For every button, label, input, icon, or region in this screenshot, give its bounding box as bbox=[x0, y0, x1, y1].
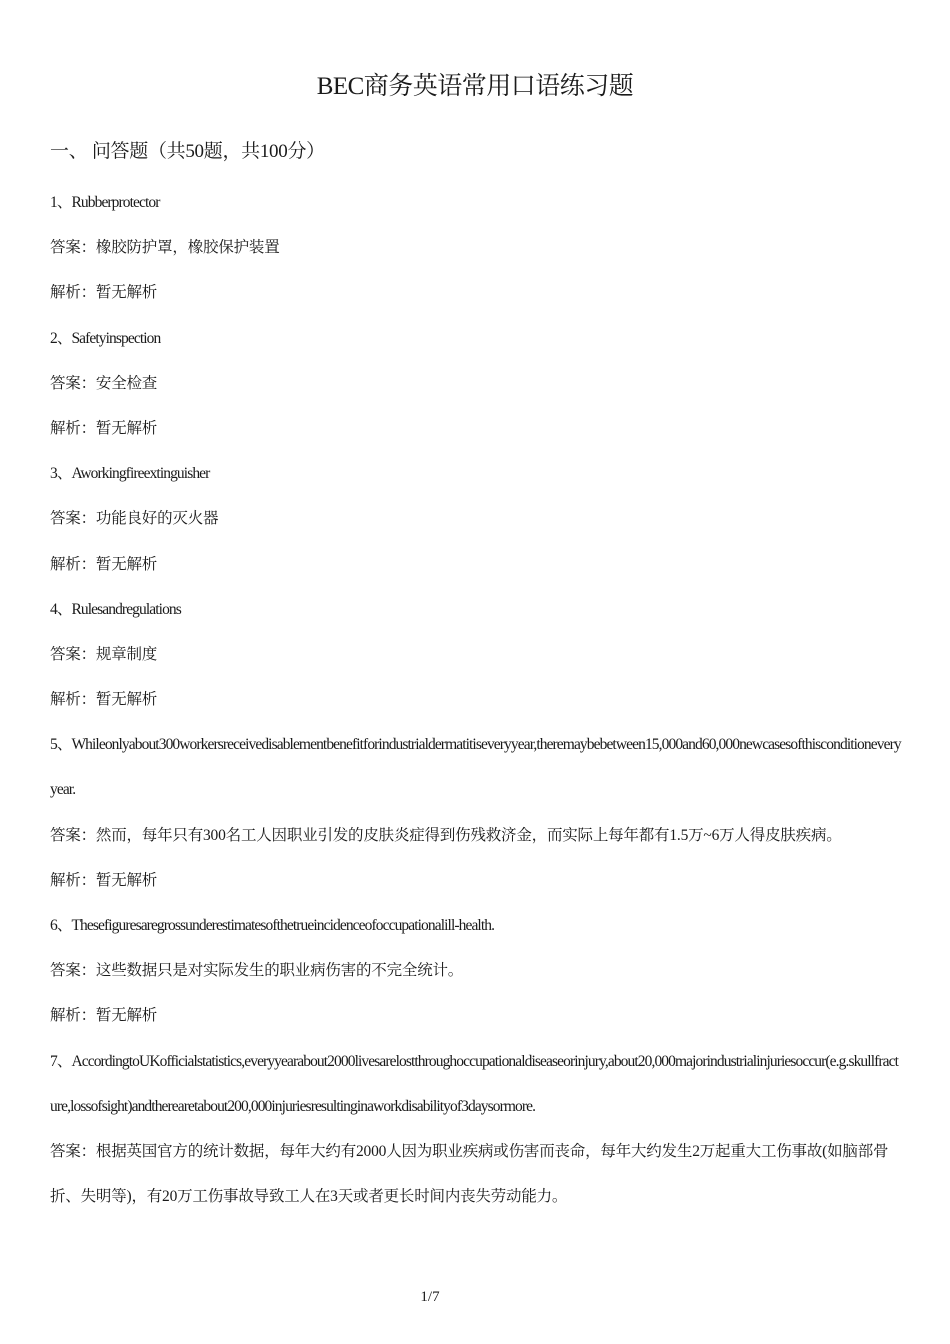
question-3: 3、Aworkingfireextinguisher bbox=[50, 465, 210, 483]
answer-4: 答案：规章制度 bbox=[50, 645, 158, 663]
answer-6: 答案：这些数据只是对实际发生的职业病伤害的不完全统计。 bbox=[50, 962, 464, 980]
analysis-4: 解析：暂无解析 bbox=[50, 691, 158, 709]
answer-2: 答案：安全检查 bbox=[50, 374, 158, 392]
analysis-3: 解析：暂无解析 bbox=[50, 555, 158, 573]
analysis-6: 解析：暂无解析 bbox=[50, 1007, 158, 1025]
section-heading: 一、 问答题（共50题，共100分） bbox=[50, 141, 325, 162]
question-5: 5、Whileonlyabout300workersreceivedisablementbenefitforindustrialdermatitiseveryyear,theremaybebetween15,000and60,000newcasesofthisconditioneveryyear. bbox=[50, 736, 901, 799]
question-1: 1、Rubberprotector bbox=[50, 194, 160, 211]
question-7: 7、AccordingtoUKofficialstatistics,everyyearabout2000livesarelostthroughoccupationaldiseaseorinjury,about20,000majorindustrialinjuriesoccur(e.g.skullfracture,lossofsight)andtherearetabout200,000injuriesresultinginaworkdisabilityof3daysormore. bbox=[50, 1052, 898, 1115]
analysis-2: 解析：暂无解析 bbox=[50, 419, 158, 437]
answer-3: 答案：功能良好的灭火器 bbox=[50, 510, 219, 528]
document-title: BEC商务英语常用口语练习题 bbox=[316, 73, 634, 100]
question-6: 6、Thesefiguresaregrossunderestimatesofthetrueincidenceofoccupationalill-health. bbox=[50, 917, 495, 935]
analysis-1: 解析：暂无解析 bbox=[50, 284, 158, 302]
page-number: 1/7 bbox=[420, 1289, 440, 1305]
answer-1: 答案：橡胶防护罩，橡胶保护装置 bbox=[50, 239, 280, 257]
analysis-5: 解析：暂无解析 bbox=[50, 871, 158, 889]
question-list bbox=[50, 180, 902, 1219]
answer-7: 答案：根据英国官方的统计数据，每年大约有2000人因为职业疾病或伤害而丧命，每年大约发生2万起重大工伤事故(如脑部骨折、失明等)，有20万工伤事故导致工人在3天或者更长时间内丧失劳动能力。 bbox=[50, 1143, 889, 1206]
answer-5: 答案：然而，每年只有300名工人因职业引发的皮肤炎症得到伤残救济金，而实际上每年都有1.5万~6万人得皮肤疾病。 bbox=[50, 826, 842, 844]
question-4: 4、Rulesandregulations bbox=[50, 600, 181, 618]
question-2: 2、Safetyinspection bbox=[50, 329, 161, 347]
